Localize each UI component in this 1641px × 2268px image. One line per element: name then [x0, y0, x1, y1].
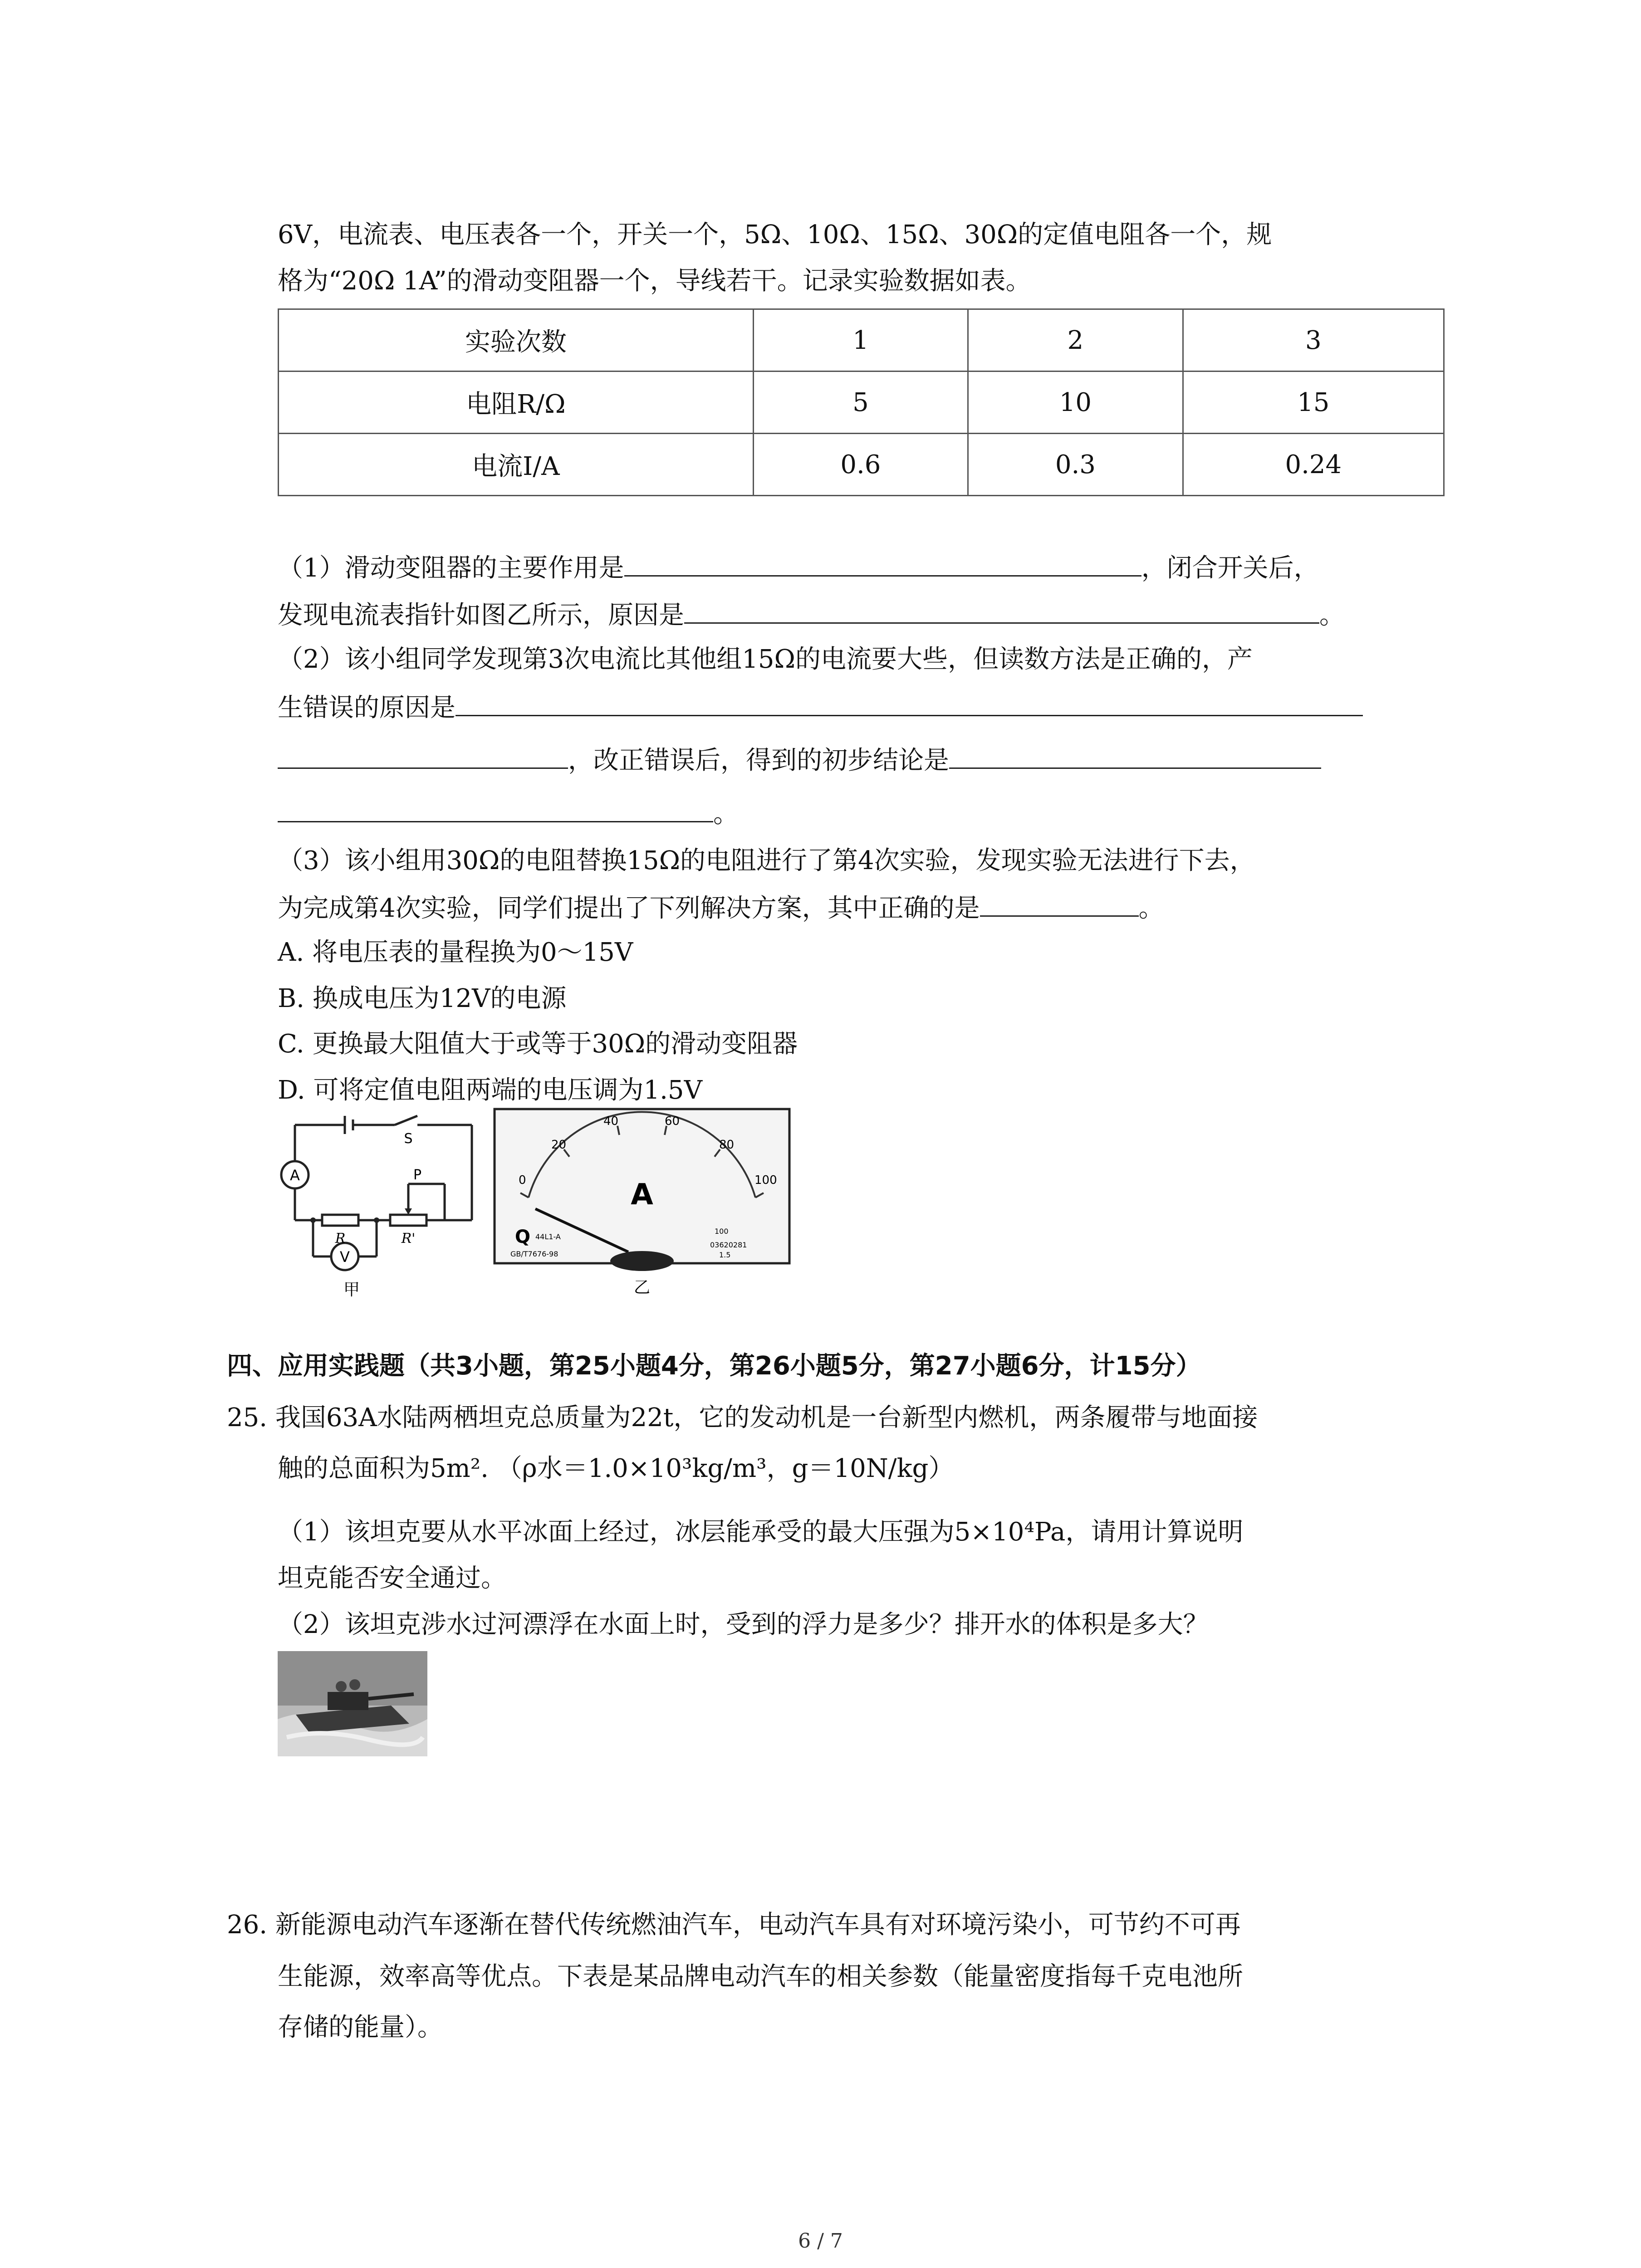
table-row [279, 309, 1444, 371]
table-cell: 1 [753, 309, 968, 371]
meter-model: 44L1-A [535, 1232, 561, 1241]
switch-label: S [404, 1131, 413, 1147]
intro-line-1: 6V，电流表、电压表各一个，开关一个，5Ω、10Ω、15Ω、30Ω的定值电阻各一个，规 [278, 220, 1272, 249]
section-4-title: 四、应用实践题（共3小题，第25小题4分，第26小题5分，第27小题6分，计15分） [227, 1351, 1201, 1381]
tank-photo [278, 1651, 427, 1756]
q25-line-1: 25. 我国63A水陆两栖坦克总质量为22t，它的发动机是一台新型内燃机，两条履带与地面接 [227, 1403, 1258, 1432]
q2-line-3 [278, 740, 1321, 779]
q3-text-c: 。 [1138, 894, 1164, 923]
q2-answer-blank-2[interactable] [278, 740, 568, 769]
q26-line-2: 生能源，效率高等优点。下表是某品牌电动汽车的相关参数（能量密度指每千克电池所 [278, 1962, 1243, 1991]
rheostat-label: R' [401, 1231, 416, 1246]
table-row [279, 371, 1444, 434]
q1-text-b: ，闭合开关后， [1141, 553, 1319, 583]
q3-answer-blank[interactable] [980, 888, 1139, 917]
table-cell: 实验次数 [279, 309, 754, 371]
q3-option-b: B. 换成电压为12V的电源 [278, 984, 567, 1013]
q2-line-4 [278, 794, 739, 832]
table-cell: 电阻R/Ω [279, 371, 754, 434]
table-cell: 5 [753, 371, 968, 434]
scale-label-0: 0 [519, 1173, 526, 1187]
table-cell: 0.6 [753, 434, 968, 496]
voltmeter-label: V [340, 1248, 350, 1266]
resistor-label: R [335, 1231, 346, 1246]
q2-text-c: ，改正错误后，得到的初步结论是 [568, 746, 949, 775]
q25-line-2: 触的总面积为5m². （ρ水＝1.0×10³kg/m³，g＝10N/kg） [278, 1454, 954, 1483]
table-cell: 0.3 [968, 434, 1183, 496]
q2-answer-blank-1[interactable] [456, 688, 1363, 716]
page-number: 6 / 7 [798, 2229, 843, 2253]
scale-label-100: 100 [754, 1173, 777, 1187]
q1-answer-blank-1[interactable] [624, 548, 1141, 577]
q1-text-d: 。 [1319, 601, 1345, 630]
intro-line-2: 格为“20Ω 1A”的滑动变阻器一个，导线若干。记录实验数据如表。 [278, 266, 1031, 296]
ammeter-label: A [290, 1167, 300, 1184]
scale-label-40: 40 [603, 1114, 619, 1128]
q3-text-b: 为完成第4次实验，同学们提出了下列解决方案，其中正确的是 [278, 894, 980, 923]
q2-answer-blank-4[interactable] [278, 794, 713, 822]
q2-line-1: （2）该小组同学发现第3次电流比其他组15Ω的电流要大些，但读数方法是正确的，产 [278, 645, 1253, 674]
circuit-diagram [272, 1111, 481, 1302]
data-table [278, 308, 1445, 496]
ammeter-dial [492, 1107, 792, 1302]
q3-option-a: A. 将电压表的量程换为0～15V [278, 938, 633, 967]
q1-line-1 [278, 548, 1319, 587]
q3-line-2 [278, 888, 1164, 927]
q2-text-d: 。 [713, 799, 739, 829]
meter-unit-label: A [631, 1178, 653, 1212]
q25-part1-line-1: （1）该坦克要从水平冰面上经过，冰层能承受的最大压强为5×10⁴Pa，请用计算说明 [278, 1517, 1244, 1547]
q3-option-d: D. 可将定值电阻两端的电压调为1.5V [278, 1075, 703, 1105]
figure-yi-caption: 乙 [633, 1278, 651, 1297]
q2-answer-blank-3[interactable] [949, 740, 1321, 769]
meter-standard: GB/T7676-98 [510, 1250, 558, 1258]
table-cell: 15 [1183, 371, 1444, 434]
q26-line-3: 存储的能量）。 [278, 2013, 443, 2042]
q3-line-1: （3）该小组用30Ω的电阻替换15Ω的电阻进行了第4次实验，发现实验无法进行下去， [278, 846, 1255, 875]
q26-line-1: 26. 新能源电动汽车逐渐在替代传统燃油汽车，电动汽车具有对环境污染小，可节约不可再 [227, 1910, 1241, 1940]
scale-label-20: 20 [551, 1138, 567, 1152]
table-row [279, 434, 1444, 496]
meter-small-100: 100 [715, 1227, 729, 1236]
q2-text-b: 生错误的原因是 [278, 693, 456, 723]
table-cell: 3 [1183, 309, 1444, 371]
q1-text-c: 发现电流表指针如图乙所示，原因是 [278, 601, 684, 630]
meter-class: 1.5 [719, 1251, 731, 1259]
q1-answer-blank-2[interactable] [684, 595, 1319, 624]
q3-option-c: C. 更换最大阻值大于或等于30Ω的滑动变阻器 [278, 1029, 798, 1059]
q1-line-2 [278, 595, 1345, 634]
figure-jia-caption: 甲 [343, 1281, 360, 1299]
table-cell: 0.24 [1183, 434, 1444, 496]
table-cell: 10 [968, 371, 1183, 434]
brand-logo: Q [515, 1227, 531, 1247]
q25-part1-line-2: 坦克能否安全通过。 [278, 1564, 506, 1593]
meter-serial: 03620281 [710, 1241, 747, 1249]
table-cell: 2 [968, 309, 1183, 371]
q1-text-a: （1）滑动变阻器的主要作用是 [278, 553, 624, 583]
slider-label: P [413, 1167, 422, 1183]
q25-part2: （2）该坦克涉水过河漂浮在水面上时，受到的浮力是多少？排开水的体积是多大？ [278, 1610, 1209, 1639]
scale-label-80: 80 [719, 1138, 735, 1152]
table-cell: 电流I/A [279, 434, 754, 496]
scale-label-60: 60 [665, 1114, 680, 1128]
q2-line-2 [278, 688, 1363, 726]
